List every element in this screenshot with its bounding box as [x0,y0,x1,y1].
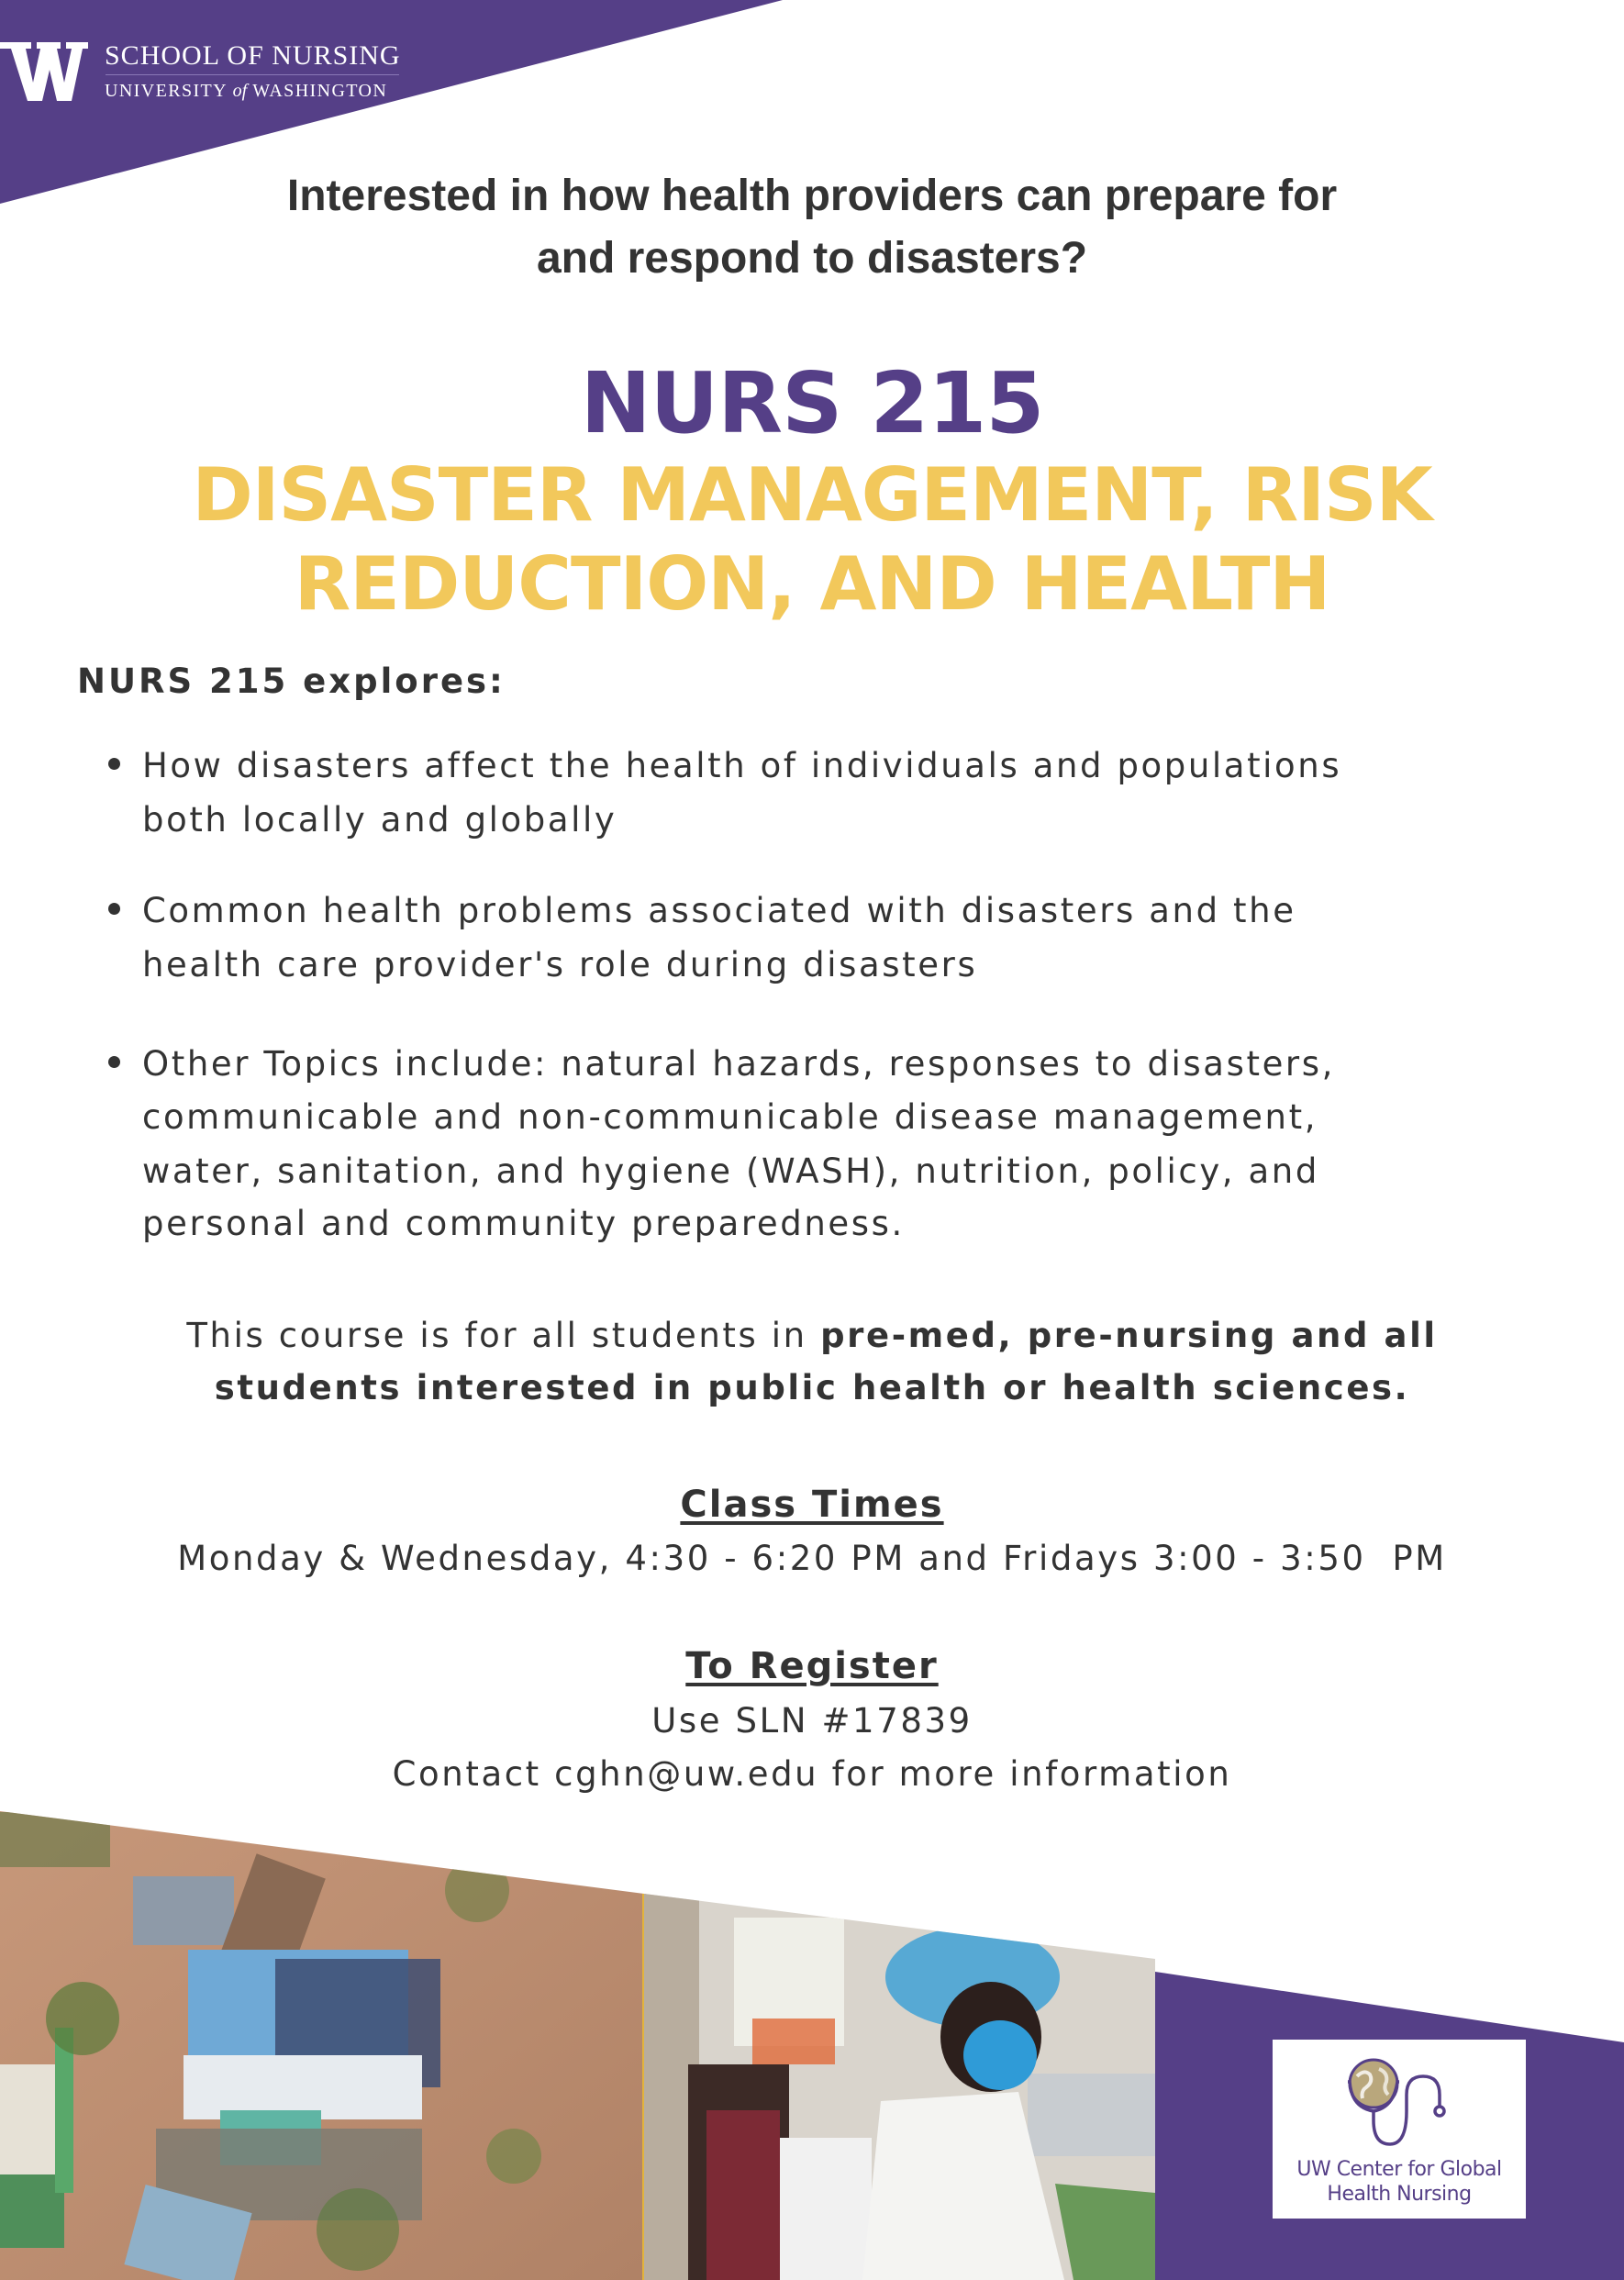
lede-line-2: and respond to disasters? [536,234,1088,283]
explores-heading: NURS 215 explores: [77,662,506,701]
uw-w-logo-icon [0,35,88,108]
logo-text-line-1: UW Center for Global [1296,2158,1502,2181]
bullet-text: water, sanitation, and hygiene (WASH), nutrition, policy, and [142,1151,1319,1191]
bullet-dot-icon [108,903,120,915]
school-of-nursing-title: SCHOOL OF NURSING [105,40,401,71]
audience-prefix: This course is for all students in [186,1316,821,1355]
contact-text[interactable]: Contact cghn@uw.edu for more information [392,1754,1232,1794]
audience-line-1 [0,1316,1624,1355]
class-schedule: Monday & Wednesday, 4:30 - 6:20 PM and Fridays 3:00 - 3:50 PM [177,1539,1447,1578]
bullet-text: both locally and globally [142,800,617,840]
university-name [105,81,387,102]
clinic-photo [644,1881,1155,2280]
flood-photo [0,1798,644,2280]
logo-text-line-2: Health Nursing [1327,2183,1472,2206]
bullet-text: communicable and non-communicable disease management, [142,1097,1318,1137]
audience-line-2 [0,1368,1624,1407]
course-title-line-2: REDUCTION, AND HEALTH [294,541,1330,627]
class-times-heading: Class Times [680,1484,944,1526]
globe-stethoscope-icon [1337,2056,1465,2152]
cghn-logo [1273,2040,1526,2219]
bullet-text: Common health problems associated with disasters and the [142,891,1296,930]
header-rule [106,74,399,75]
sln-text: Use SLN #17839 [651,1701,973,1741]
audience-bold-1: pre-med, pre-nursing and all [820,1316,1438,1355]
university-prefix: UNIVERSITY [105,81,228,101]
register-heading: To Register [685,1645,939,1687]
bullet-text: How disasters affect the health of individuals and populations [142,746,1342,785]
lede-line-1: Interested in how health providers can prepare for [286,172,1338,220]
course-title-line-1: DISASTER MANAGEMENT, RISK [192,452,1432,538]
university-suffix: WASHINGTON [252,81,388,101]
bullet-dot-icon [108,1056,120,1068]
bullet-text: health care provider's role during disasters [142,945,978,984]
bullet-text: Other Topics include: natural hazards, responses to disasters, [142,1044,1335,1084]
bullet-text: personal and community preparedness. [142,1204,905,1243]
bullet-dot-icon [108,758,120,770]
audience-bold-2: students interested in public health or health sciences. [214,1368,1410,1407]
course-code: NURS 215 [580,354,1044,452]
university-of: of [232,81,248,101]
